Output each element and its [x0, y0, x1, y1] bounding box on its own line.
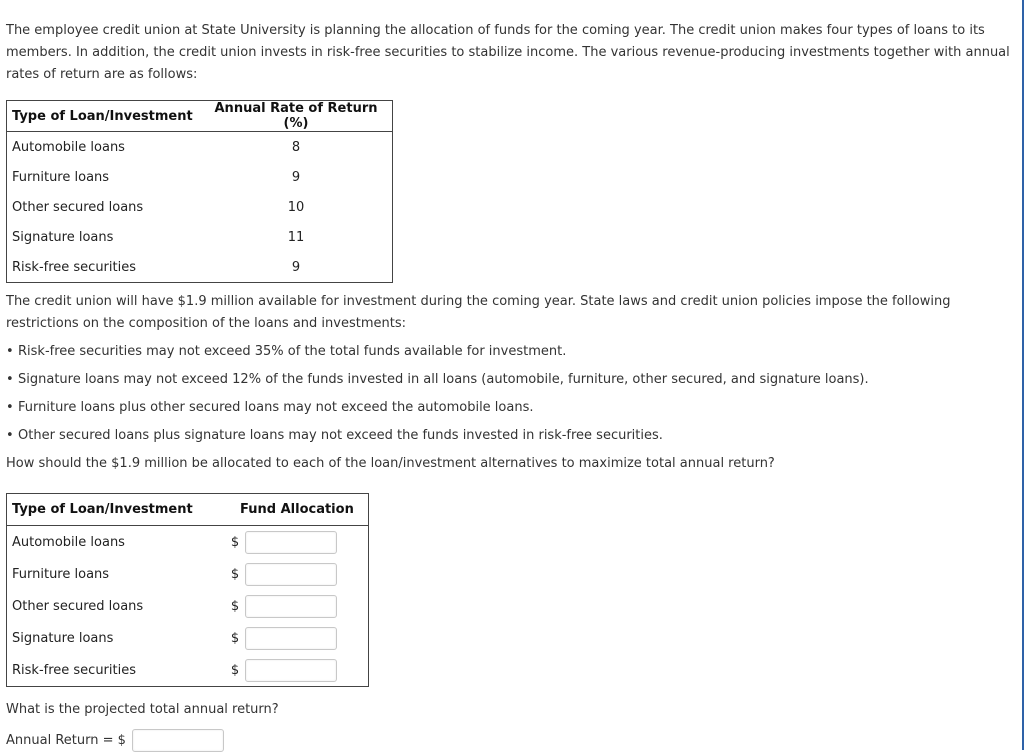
list-item: [6, 397, 1016, 419]
alloc-value-cell: [226, 526, 369, 559]
table-row: [7, 590, 369, 622]
rates-header-type: Type of Loan/Investment: [7, 101, 201, 132]
currency-symbol: $: [230, 566, 240, 582]
table-row: [7, 526, 369, 559]
return-question: What is the projected total annual return?: [6, 702, 279, 717]
rate-type-cell: Furniture loans: [12, 169, 110, 185]
alloc-value-cell: [226, 558, 369, 590]
rate-value-cell: 11: [287, 229, 305, 245]
annual-return-input[interactable]: [132, 729, 224, 752]
alloc-table-header: [7, 494, 369, 526]
table-row: [7, 252, 393, 283]
rates-table-header: [7, 101, 393, 132]
rate-type-cell: Signature loans: [12, 229, 114, 245]
restriction-text: Furniture loans plus other secured loans may not exceed the automobile loans.: [18, 400, 534, 415]
alloc-type-cell: Risk-free securities: [12, 662, 136, 678]
restrictions-list: [6, 341, 1016, 447]
intro-paragraph: The employee credit union at State University is planning the allocation of funds for the coming year. The credit union makes four types of loans to its members. In addition, the credit union invests in risk-free securities to stabilize income. The various revenue-producing investments together with annual rates of return are as follows:: [6, 23, 1010, 82]
risk-free-securities-input[interactable]: [245, 659, 337, 682]
rate-value-cell: 9: [291, 169, 301, 185]
alloc-header-type: Type of Loan/Investment: [7, 494, 226, 526]
table-row: [7, 162, 393, 192]
restriction-text: Risk-free securities may not exceed 35% of the total funds available for investment.: [18, 344, 567, 359]
list-item: [6, 369, 1016, 391]
problem-content: [6, 20, 1016, 753]
bullet-icon: •: [6, 400, 14, 415]
rate-value-cell: 9: [291, 259, 301, 275]
table-row: [7, 222, 393, 252]
rate-type-cell: Other secured loans: [12, 199, 144, 215]
alloc-value-cell: [226, 590, 369, 622]
currency-symbol: $: [230, 630, 240, 646]
rate-type-cell: Risk-free securities: [12, 259, 136, 275]
currency-symbol: $: [230, 598, 240, 614]
allocation-question: How should the $1.9 million be allocated to each of the loan/investment alternatives to maximize total annual return?: [6, 456, 775, 471]
list-item: [6, 341, 1016, 363]
alloc-type-cell: Furniture loans: [12, 566, 110, 582]
allocation-table: [6, 493, 369, 687]
alloc-type-cell: Other secured loans: [12, 598, 144, 614]
rate-value-cell: 10: [287, 199, 305, 215]
table-row: [7, 192, 393, 222]
rate-type-cell: Automobile loans: [12, 139, 125, 155]
furniture-loans-input[interactable]: [245, 563, 337, 586]
rate-value-cell: 8: [291, 139, 301, 155]
bullet-icon: •: [6, 428, 14, 443]
annual-return-label: Annual Return = $: [6, 733, 126, 748]
currency-symbol: $: [230, 534, 240, 550]
bullet-icon: •: [6, 372, 14, 387]
bullet-icon: •: [6, 344, 14, 359]
funds-paragraph: The credit union will have $1.9 million available for investment during the coming year. State laws and credit union policies impose the following restrictions on the composition of the loans and investments:: [6, 294, 951, 331]
table-row: [7, 132, 393, 163]
alloc-value-cell: [226, 654, 369, 687]
rates-table: [6, 100, 393, 283]
automobile-loans-input[interactable]: [245, 531, 337, 554]
restriction-text: Signature loans may not exceed 12% of the funds invested in all loans (automobile, furniture, other secured, and signature loans).: [18, 372, 869, 387]
table-row: [7, 622, 369, 654]
alloc-header-allocation: Fund Allocation: [226, 494, 369, 526]
restriction-text: Other secured loans plus signature loans may not exceed the funds invested in risk-free securities.: [18, 428, 663, 443]
signature-loans-input[interactable]: [245, 627, 337, 650]
annual-return-row: [6, 729, 1016, 753]
list-item: [6, 425, 1016, 447]
rates-header-rate: Annual Rate of Return (%): [200, 101, 393, 132]
alloc-value-cell: [226, 622, 369, 654]
alloc-type-cell: Automobile loans: [12, 534, 125, 550]
currency-symbol: $: [230, 662, 240, 678]
alloc-type-cell: Signature loans: [12, 630, 114, 646]
table-row: [7, 654, 369, 687]
other-secured-loans-input[interactable]: [245, 595, 337, 618]
table-row: [7, 558, 369, 590]
